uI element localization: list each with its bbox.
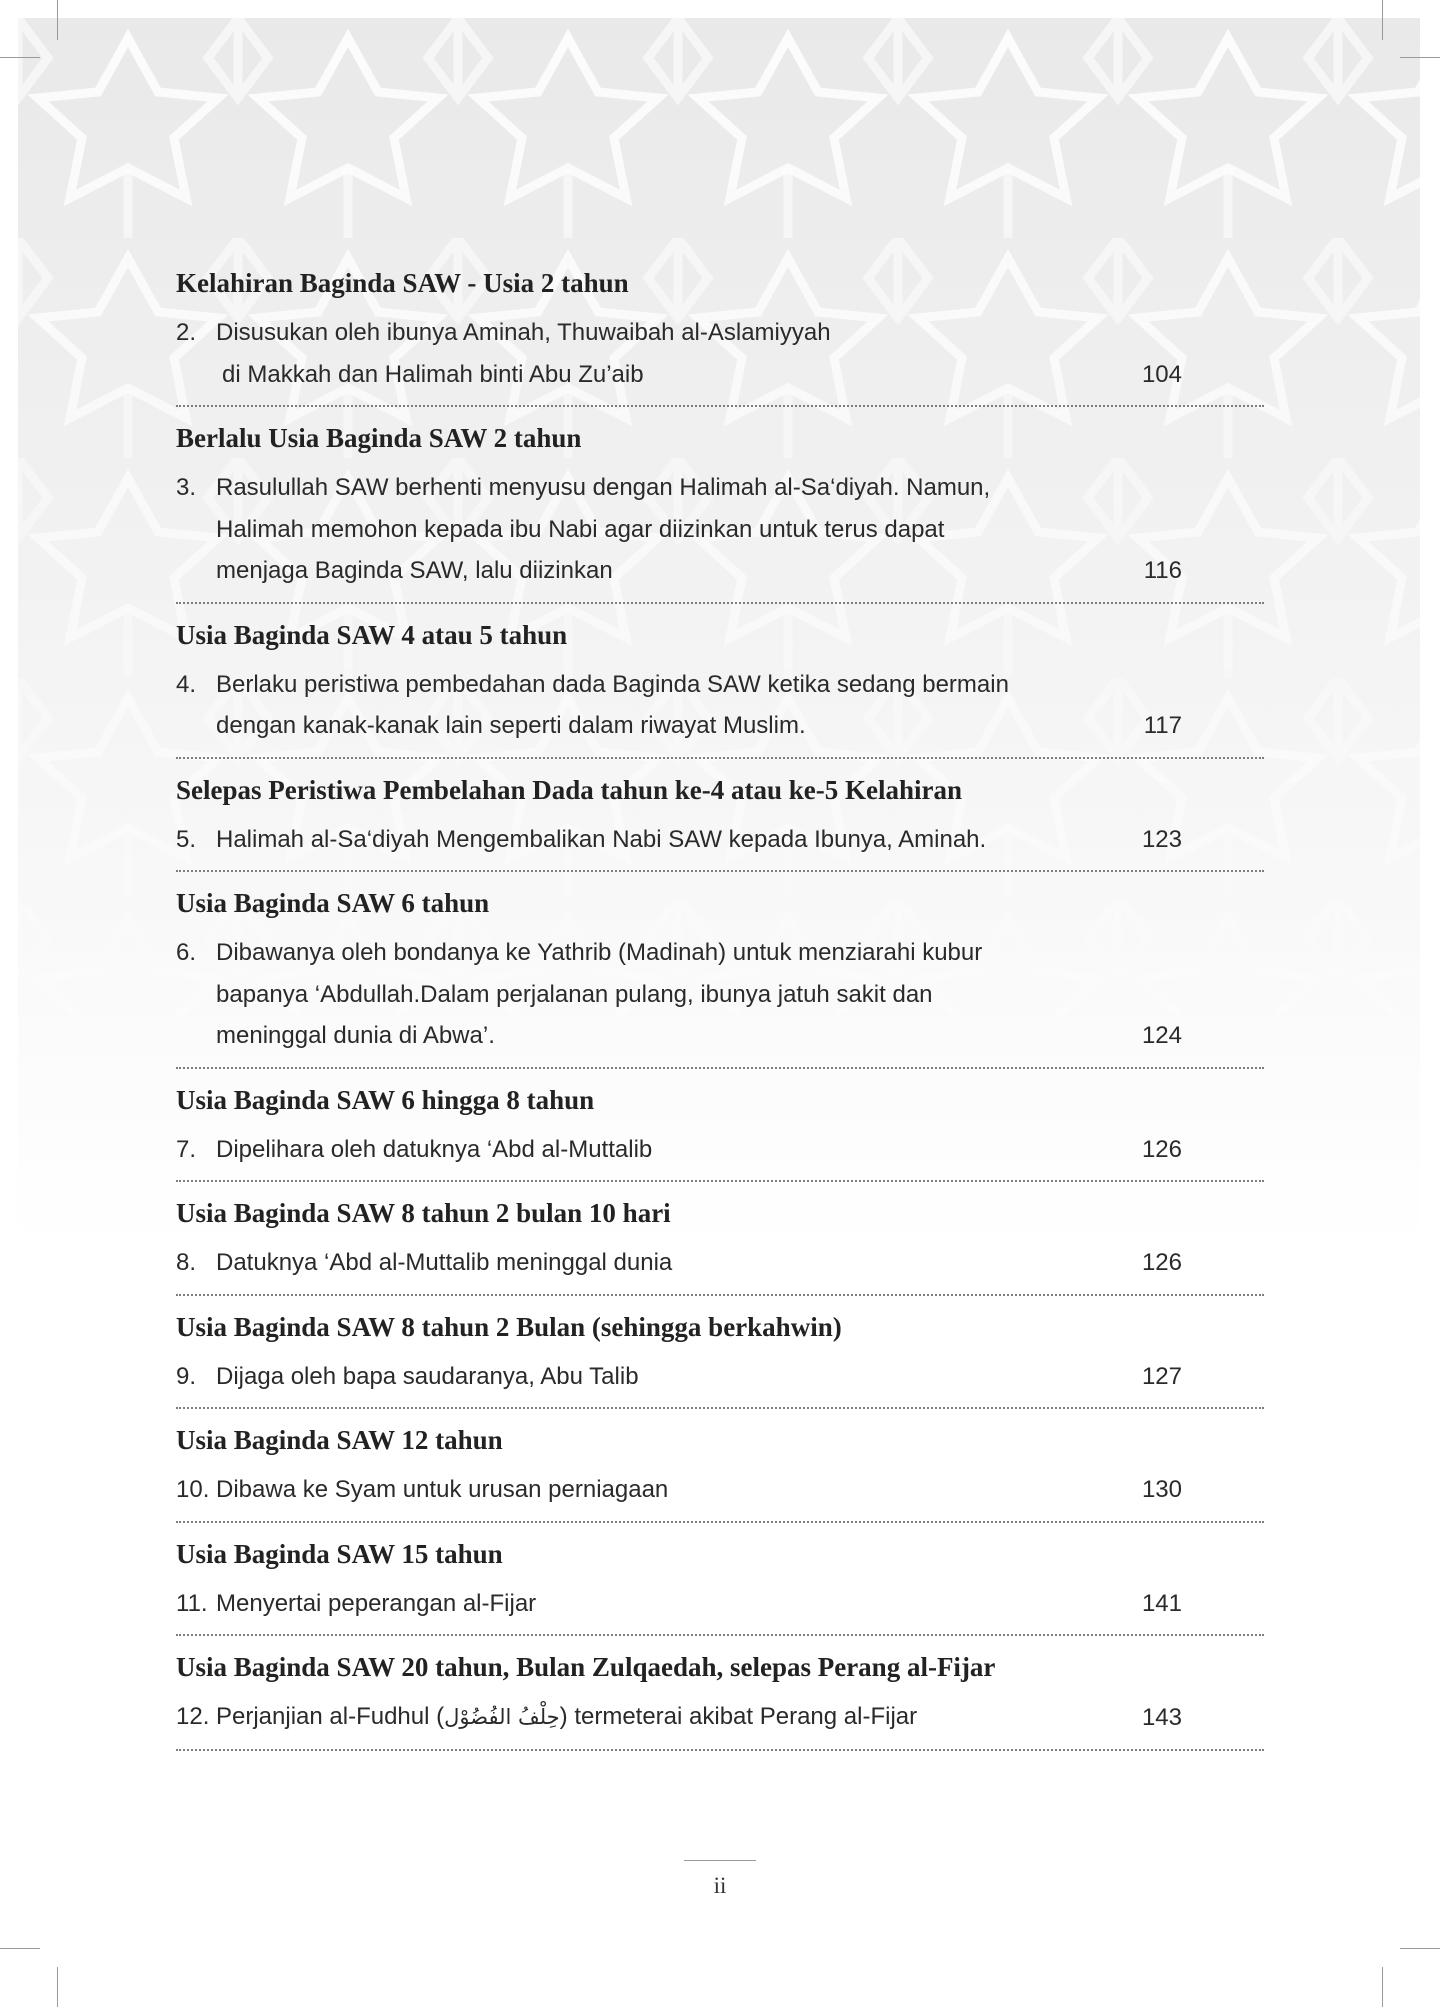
toc-entry[interactable] bbox=[176, 1465, 1264, 1523]
section-heading: Kelahiran Baginda SAW - Usia 2 tahun bbox=[176, 268, 629, 298]
entry-number: 12. bbox=[176, 1703, 210, 1730]
entry-text-line: Dijaga oleh bapa saudaranya, Abu Talib bbox=[216, 1362, 639, 1390]
page-number: 126 bbox=[1141, 1249, 1182, 1276]
section-heading: Berlalu Usia Baginda SAW 2 tahun bbox=[176, 423, 582, 453]
toc-section bbox=[176, 1188, 1264, 1296]
toc-section bbox=[176, 258, 1264, 407]
entry-text-after: ) termeterai akibat Perang al-Fijar bbox=[559, 1703, 918, 1730]
entry-text-line: menjaga Baginda SAW, lalu diizinkan bbox=[216, 557, 613, 584]
section-heading: Usia Baginda SAW 6 tahun bbox=[176, 888, 490, 918]
entry-text-line: Dibawanya oleh bondanya ke Yathrib (Madinah) untuk menziarahi kubur bbox=[216, 939, 983, 966]
toc-entry[interactable] bbox=[176, 1125, 1264, 1183]
page-number: 130 bbox=[1141, 1476, 1182, 1503]
page-number: 127 bbox=[1141, 1362, 1182, 1390]
entry-number: 10. bbox=[176, 1476, 210, 1503]
entry-text-line: Dipelihara oleh datuknya ‘Abd al-Muttalib bbox=[216, 1135, 653, 1163]
entry-number: 9. bbox=[176, 1362, 197, 1390]
entry-number: 11. bbox=[176, 1589, 208, 1617]
section-heading: Usia Baginda SAW 15 tahun bbox=[176, 1538, 503, 1569]
table-of-contents bbox=[176, 258, 1264, 1757]
crop-mark bbox=[0, 57, 40, 58]
toc-section bbox=[176, 1302, 1264, 1410]
entry-text-line: Dibawa ke Syam untuk urusan perniagaan bbox=[216, 1476, 669, 1503]
toc-entry[interactable] bbox=[176, 1579, 1264, 1637]
section-heading: Selepas Peristiwa Pembelahan Dada tahun ke-4 atau ke-5 Kelahiran bbox=[176, 774, 963, 805]
toc-section bbox=[176, 765, 1264, 873]
toc-entry[interactable] bbox=[176, 463, 1264, 604]
section-heading: Usia Baginda SAW 8 tahun 2 Bulan (sehingga berkahwin) bbox=[176, 1311, 842, 1342]
crop-mark bbox=[1382, 0, 1383, 40]
page-number: 117 bbox=[1143, 712, 1182, 739]
section-heading: Usia Baginda SAW 8 tahun 2 bulan 10 hari bbox=[176, 1198, 671, 1228]
entry-number: 5. bbox=[176, 825, 197, 853]
crop-mark bbox=[1382, 1967, 1383, 2007]
entry-number: 6. bbox=[176, 939, 197, 966]
entry-text-line: di Makkah dan Halimah binti Abu Zu’aib bbox=[222, 360, 644, 388]
toc-entry[interactable] bbox=[176, 308, 1264, 407]
page-number: 141 bbox=[1141, 1589, 1182, 1617]
page-number: 116 bbox=[1143, 557, 1182, 584]
entry-text-line: bapanya ‘Abdullah.Dalam perjalanan pulang, ibunya jatuh sakit dan bbox=[216, 980, 933, 1008]
crop-mark bbox=[0, 1948, 40, 1949]
footer-rule bbox=[684, 1860, 756, 1861]
toc-entry[interactable] bbox=[176, 928, 1264, 1069]
toc-section bbox=[176, 1529, 1264, 1637]
toc-entry[interactable] bbox=[176, 1352, 1264, 1410]
crop-mark bbox=[57, 0, 58, 40]
page-number: 143 bbox=[1141, 1704, 1182, 1731]
toc-entry[interactable] bbox=[176, 660, 1264, 759]
section-heading: Usia Baginda SAW 6 hingga 8 tahun bbox=[176, 1084, 595, 1115]
crop-mark bbox=[1400, 1948, 1440, 1949]
page-number: 123 bbox=[1141, 825, 1182, 853]
page-number: 124 bbox=[1141, 1022, 1182, 1049]
entry-text-line bbox=[216, 1696, 1116, 1739]
entry-text-line: Datuknya ‘Abd al-Muttalib meninggal dunia bbox=[216, 1249, 673, 1276]
crop-mark bbox=[1400, 57, 1440, 58]
entry-number: 2. bbox=[176, 319, 197, 346]
toc-section bbox=[176, 1642, 1264, 1751]
toc-section bbox=[176, 1415, 1264, 1523]
crop-mark bbox=[57, 1967, 58, 2007]
entry-text-line: Halimah al-Sa‘diyah Mengembalikan Nabi SAW kepada Ibunya, Aminah. bbox=[216, 825, 987, 853]
toc-section bbox=[176, 610, 1264, 759]
entry-text-line: Berlaku peristiwa pembedahan dada Baginda SAW ketika sedang bermain bbox=[216, 670, 1009, 698]
page-number: 104 bbox=[1141, 360, 1182, 388]
entry-number: 3. bbox=[176, 474, 197, 501]
section-heading: Usia Baginda SAW 4 atau 5 tahun bbox=[176, 619, 568, 650]
toc-section bbox=[176, 1075, 1264, 1183]
section-heading: Usia Baginda SAW 12 tahun bbox=[176, 1425, 503, 1455]
toc-section bbox=[176, 413, 1264, 604]
entry-number: 8. bbox=[176, 1249, 197, 1276]
entry-text-line: Menyertai peperangan al-Fijar bbox=[216, 1589, 537, 1617]
toc-entry[interactable] bbox=[176, 815, 1264, 873]
section-heading: Usia Baginda SAW 20 tahun, Bulan Zulqaedah, selepas Perang al-Fijar bbox=[176, 1652, 996, 1682]
toc-section bbox=[176, 878, 1264, 1069]
arabic-term: حِلْفُ الفُضُوْل bbox=[444, 1705, 560, 1729]
toc-entry[interactable] bbox=[176, 1692, 1264, 1751]
entry-text-before: Perjanjian al-Fudhul ( bbox=[216, 1703, 445, 1730]
entry-text-line: Halimah memohon kepada ibu Nabi agar diizinkan untuk terus dapat bbox=[216, 515, 945, 543]
toc-entry[interactable] bbox=[176, 1238, 1264, 1296]
entry-text-line: meninggal dunia di Abwa’. bbox=[216, 1022, 495, 1049]
page-number: 126 bbox=[1141, 1135, 1182, 1163]
entry-number: 4. bbox=[176, 670, 197, 698]
folio-page-number: ii bbox=[713, 1873, 727, 1898]
entry-text-line: Disusukan oleh ibunya Aminah, Thuwaibah al-Aslamiyyah bbox=[216, 319, 831, 346]
entry-text-line: dengan kanak-kanak lain seperti dalam riwayat Muslim. bbox=[216, 712, 806, 739]
entry-text-line: Rasulullah SAW berhenti menyusu dengan Halimah al-Sa‘diyah. Namun, bbox=[216, 474, 991, 501]
entry-number: 7. bbox=[176, 1135, 197, 1163]
